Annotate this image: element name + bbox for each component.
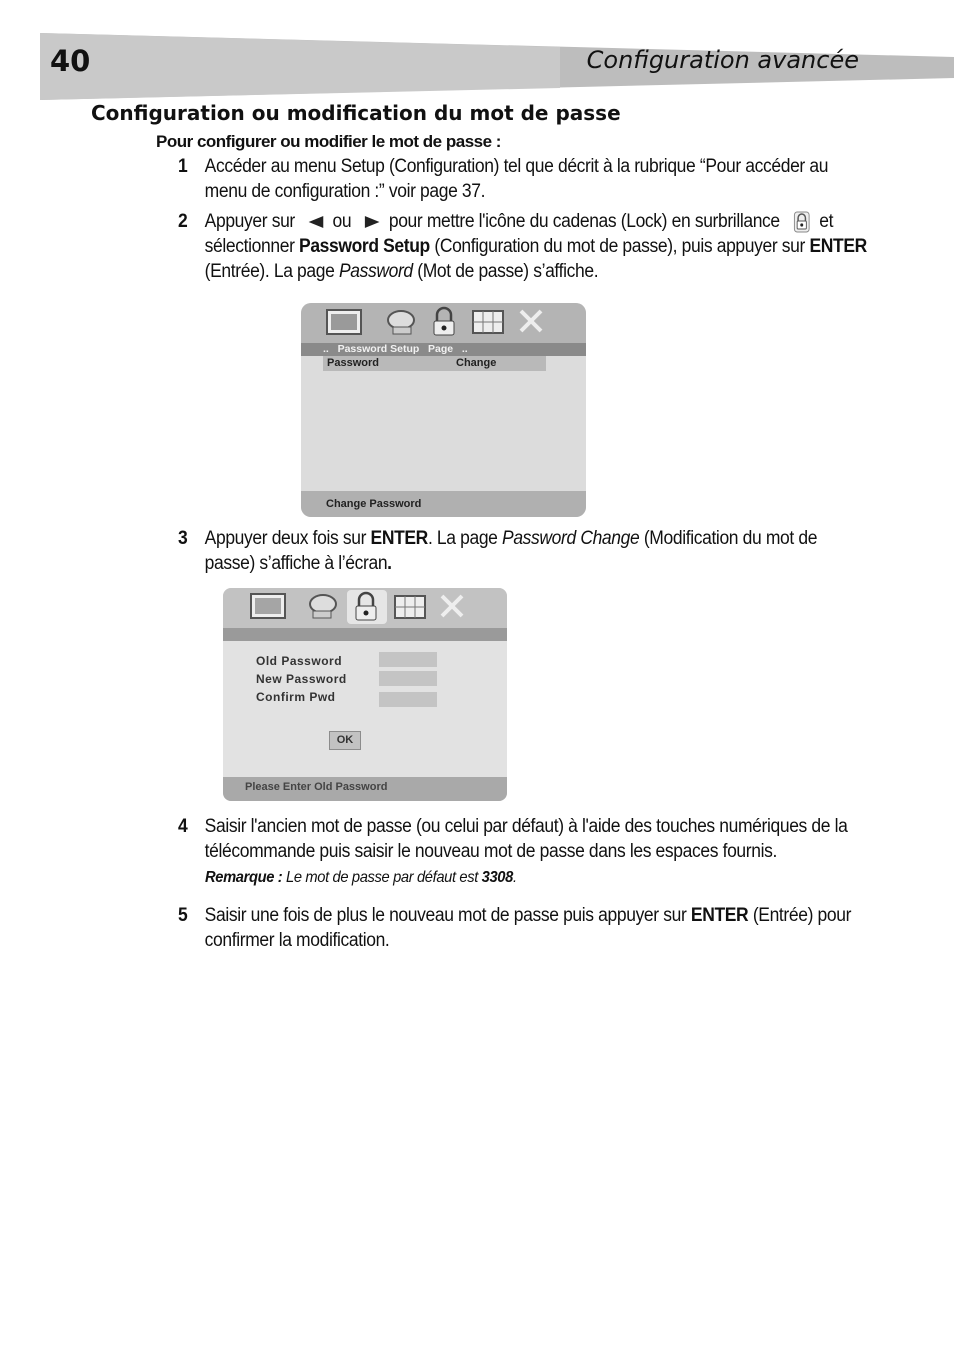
ok-button[interactable]: OK <box>329 731 361 750</box>
step-2-text: Appuyer sur ou pour mettre l'icône du cadenas (Lock) en surbrillance et sélectionner Password Setup (Configuration du mot de passe), puis appuyer sur ENTER (Entrée). La page Password (Mot de passe) s’affiche. <box>204 211 867 282</box>
confirm-password-label: Confirm Pwd <box>256 690 336 704</box>
close-icon <box>442 596 462 616</box>
step-1-text: Accéder au menu Setup (Configuration) tel que décrit à la rubrique “Pour accéder au menu de configuration :” voir page 37. <box>204 156 829 202</box>
page-number: 40 <box>50 44 91 78</box>
password-setup-screen <box>301 303 586 517</box>
grid-icon <box>473 311 503 333</box>
menu-path-bar: .. Password Setup Page .. <box>301 343 586 356</box>
speaker-icon <box>310 595 336 618</box>
menu-icon-bar <box>301 303 586 345</box>
right-arrow-icon <box>365 216 380 228</box>
lock-menu-icon <box>347 590 387 624</box>
lock-menu-icon <box>434 308 454 335</box>
new-password-label: New Password <box>256 672 347 686</box>
step-4-text: Saisir l'ancien mot de passe (ou celui par défaut) à l'aide des touches numériques de la télécommande puis saisir le nouveau mot de passe dans les espaces fournis. <box>204 816 848 862</box>
page-subheading: Pour configurer ou modifier le mot de passe : <box>156 132 501 151</box>
screen-footer: Please Enter Old Password <box>223 777 507 801</box>
new-password-field[interactable] <box>379 671 437 686</box>
menu-path-bar <box>223 628 507 641</box>
lock-icon <box>793 211 810 233</box>
step-5-text: Saisir une fois de plus le nouveau mot de passe puis appuyer sur ENTER (Entrée) pour confirmer la modification. <box>204 905 852 951</box>
menu-icon-bar <box>223 588 507 628</box>
left-arrow-icon <box>309 216 324 228</box>
speaker-icon <box>388 311 414 334</box>
close-icon <box>521 311 541 331</box>
grid-icon <box>395 596 425 618</box>
page-heading: Configuration ou modification du mot de passe <box>91 101 621 125</box>
section-title: Configuration avancée <box>586 46 859 74</box>
password-change-screen <box>223 588 507 801</box>
confirm-password-field[interactable] <box>379 692 437 707</box>
password-row[interactable]: Password Change <box>323 356 546 371</box>
step-3-text: Appuyer deux fois sur ENTER. La page Password Change (Modification du mot de passe) s’affiche à l’écran. <box>204 528 818 574</box>
note: Remarque : Le mot de passe par défaut est 3308. <box>205 869 517 886</box>
old-password-label: Old Password <box>256 654 343 668</box>
old-password-field[interactable] <box>379 652 437 667</box>
tv-icon <box>251 594 285 618</box>
screen-footer: Change Password <box>301 491 586 517</box>
tv-icon <box>327 310 361 334</box>
